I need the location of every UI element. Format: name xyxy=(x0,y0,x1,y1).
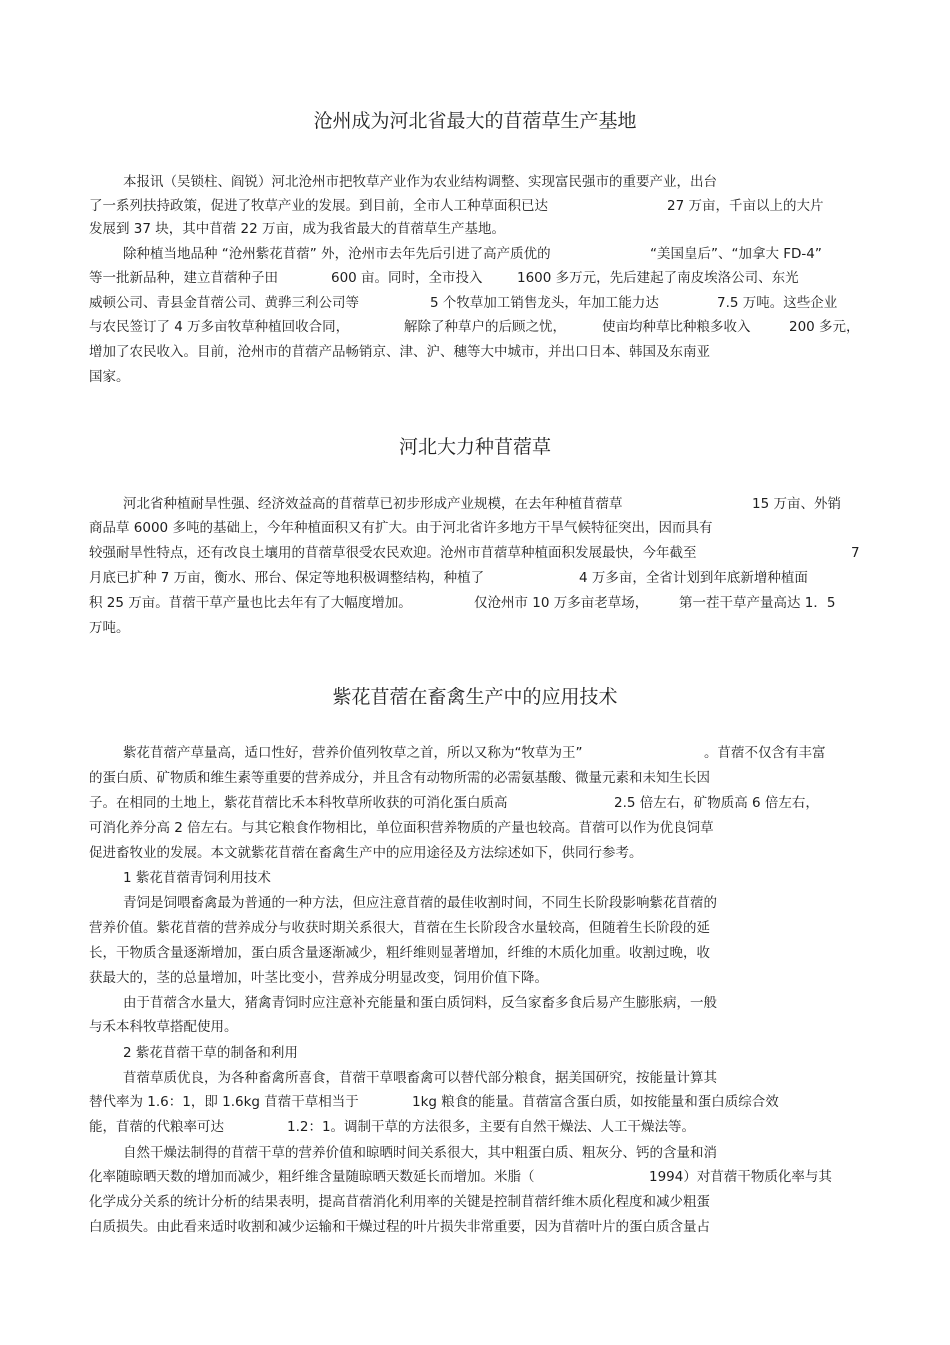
paragraph-line xyxy=(0,968,950,992)
text-segment: 子。在相同的土地上，紫花苜蓿比禾本科牧草所收获的可消化蛋白质高 xyxy=(89,795,508,811)
text-segment: 的蛋白质、矿物质和维生素等重要的营养成分，并且含有动物所需的必需氨基酸、微量元素和未知生长因 xyxy=(89,770,710,786)
paragraph-line xyxy=(0,268,950,292)
text-segment: 白质损失。由此看来适时收割和减少运输和干燥过程的叶片损失非常重要，因为苜蓿叶片的蛋白质含量占 xyxy=(89,1219,710,1235)
text-segment: 使亩均种草比种粮多收入 xyxy=(602,319,751,335)
article-title-3: 紫花苜蓿在畜禽生产中的应用技术 xyxy=(332,686,618,708)
text-segment: 长，干物质含量逐渐增加，蛋白质含量逐渐减少，粗纤维则显著增加，纤维的木质化加重。收割过晚，收 xyxy=(89,945,710,961)
text-segment: 月底已扩种 7 万亩，衡水、邢台、保定等地积极调整结构，种植了 xyxy=(89,570,485,586)
text-segment: 2 紫花苜蓿干草的制备和利用 xyxy=(123,1045,298,1061)
text-segment: 1 紫花苜蓿青饲利用技术 xyxy=(123,870,271,886)
text-segment: 能，苜蓿的代粮率可达 xyxy=(89,1119,224,1135)
paragraph-line xyxy=(0,367,950,391)
text-segment: 河北省种植耐旱性强、经济效益高的苜蓿草已初步形成产业规模，在去年种植苜蓿草 xyxy=(123,496,623,512)
paragraph-line xyxy=(0,317,950,341)
text-segment: 第一茬干草产量高达 1．5 xyxy=(679,595,836,611)
paragraph-line xyxy=(0,593,950,617)
text-segment: 7.5 万吨。这些企业 xyxy=(717,295,838,311)
text-segment: 600 亩。同时，全市投入 xyxy=(331,270,483,286)
text-segment: 仅沧州市 10 万多亩老草场， xyxy=(474,595,649,611)
text-segment: 解除了种草户的后顾之忧， xyxy=(404,319,566,335)
paragraph-line xyxy=(0,1192,950,1216)
text-segment: “美国皇后”、“加拿大 FD-4” xyxy=(650,246,822,262)
text-segment: 1.2：1。调制干草的方法很多，主要有自然干燥法、人工干燥法等。 xyxy=(287,1119,696,1135)
text-segment: 与禾本科牧草搭配使用。 xyxy=(89,1019,238,1035)
text-segment: 苜蓿草质优良，为各种畜禽所喜食，苜蓿干草喂畜禽可以替代部分粮食，据美国研究，按能量计算其 xyxy=(123,1070,717,1086)
text-segment: 本报讯（吴锁柱、阎锐）河北沧州市把牧草产业作为农业结构调整、实现富民强市的重要产业，出台 xyxy=(123,174,717,190)
text-segment: 化学成分关系的统计分析的结果表明，提高苜蓿消化利用率的关键是控制苜蓿纤维木质化程度和减少粗蛋 xyxy=(89,1194,710,1210)
text-segment: 15 万亩、外销 xyxy=(752,496,841,512)
paragraph-line xyxy=(0,293,950,317)
article-title-1: 沧州成为河北省最大的苜蓿草生产基地 xyxy=(313,110,637,132)
text-segment: 紫花苜蓿产草量高，适口性好，营养价值列牧草之首，所以又称为“牧草为王” xyxy=(123,745,583,761)
paragraph-line xyxy=(0,494,950,518)
text-segment: 27 万亩，千亩以上的大片 xyxy=(667,198,824,214)
text-segment: 1600 多万元，先后建起了南皮埃洛公司、东光 xyxy=(517,270,799,286)
paragraph-line xyxy=(0,893,950,917)
paragraph-line xyxy=(0,518,950,542)
text-segment: 可消化养分高 2 倍左右。与其它粮食作物相比，单位面积营养物质的产量也较高。苜蓿可以作为优良饲草 xyxy=(89,820,714,836)
paragraph-line xyxy=(0,1117,950,1141)
text-segment: 威顿公司、青县金苜蓿公司、黄骅三利公司等 xyxy=(89,295,359,311)
text-segment: 2.5 倍左右，矿物质高 6 倍左右， xyxy=(614,795,819,811)
paragraph-line xyxy=(0,219,950,243)
text-segment: 等一批新品种，建立苜蓿种子田 xyxy=(89,270,278,286)
text-segment: 7 xyxy=(851,545,860,561)
text-segment: 。苜蓿不仅含有丰富 xyxy=(704,745,826,761)
text-segment: 万吨。 xyxy=(89,620,130,636)
paragraph-line xyxy=(0,1143,950,1167)
text-segment: 1994）对苜蓿干物质化率与其 xyxy=(649,1169,832,1185)
text-segment: 5 个牧草加工销售龙头，年加工能力达 xyxy=(430,295,659,311)
text-segment: 积 25 万亩。苜蓿干草产量也比去年有了大幅度增加。 xyxy=(89,595,412,611)
text-segment: 除种植当地品种 “沧州紫花苜蓿” 外，沧州市去年先后引进了高产质优的 xyxy=(123,246,551,262)
paragraph-line xyxy=(0,743,950,767)
text-segment: 营养价值。紫花苜蓿的营养成分与收获时期关系很大，苜蓿在生长阶段含水量较高，但随着生长阶段的延 xyxy=(89,920,710,936)
text-segment: 替代率为 1.6：1，即 1.6kg 苜蓿干草相当于 xyxy=(89,1094,359,1110)
paragraph-line xyxy=(0,843,950,867)
paragraph-line xyxy=(0,943,950,967)
paragraph-line xyxy=(0,818,950,842)
text-segment: 增加了农民收入。目前，沧州市的苜蓿产品畅销京、津、沪、穗等大中城市，并出口日本、韩国及东南亚 xyxy=(89,344,710,360)
paragraph-line xyxy=(0,543,950,567)
text-segment: 1kg 粮食的能量。苜蓿富含蛋白质，如按能量和蛋白质综合效 xyxy=(412,1094,779,1110)
text-segment: 由于苜蓿含水量大，猪禽青饲时应注意补充能量和蛋白质饲料，反刍家畜多食后易产生膨胀病，一般 xyxy=(123,995,717,1011)
paragraph-line xyxy=(0,993,950,1017)
text-segment: 了一系列扶持政策，促进了牧草产业的发展。到目前，全市人工种草面积已达 xyxy=(89,198,548,214)
text-segment: 获最大的，茎的总量增加，叶茎比变小，营养成分明显改变，饲用价值下降。 xyxy=(89,970,548,986)
paragraph-line xyxy=(0,768,950,792)
article-title-2: 河北大力种苜蓿草 xyxy=(398,436,551,458)
paragraph-line xyxy=(0,1217,950,1241)
paragraph-line xyxy=(0,342,950,366)
paragraph-line xyxy=(0,793,950,817)
text-segment: 促进畜牧业的发展。本文就紫花苜蓿在畜禽生产中的应用途径及方法综述如下，供同行参考。 xyxy=(89,845,643,861)
paragraph-line xyxy=(0,1068,950,1092)
paragraph-line xyxy=(0,918,950,942)
paragraph-line xyxy=(0,618,950,642)
text-segment: 与农民签订了 4 万多亩牧草种植回收合同， xyxy=(89,319,350,335)
paragraph-line xyxy=(0,172,950,196)
paragraph-line xyxy=(0,196,950,220)
text-segment: 青饲是饲喂畜禽最为普通的一种方法，但应注意苜蓿的最佳收割时间，不同生长阶段影响紫花苜蓿的 xyxy=(123,895,717,911)
text-segment: 4 万多亩，全省计划到年底新增种植面 xyxy=(579,570,808,586)
paragraph-line xyxy=(0,1167,950,1191)
paragraph-line xyxy=(0,1092,950,1116)
text-segment: 发展到 37 块，其中苜蓿 22 万亩，成为我省最大的苜蓿草生产基地。 xyxy=(89,221,506,237)
text-segment: 200 多元， xyxy=(789,319,860,335)
section-heading-2 xyxy=(0,1043,950,1067)
text-segment: 较强耐旱性特点，还有改良土壤用的苜蓿草很受农民欢迎。沧州市苜蓿草种植面积发展最快，今年截至 xyxy=(89,545,697,561)
text-segment: 自然干燥法制得的苜蓿干草的营养价值和晾晒时间关系很大，其中粗蛋白质、粗灰分、钙的含量和消 xyxy=(123,1145,717,1161)
paragraph-line xyxy=(0,244,950,268)
text-segment: 商品草 6000 多吨的基础上，今年种植面积又有扩大。由于河北省许多地方干旱气候特征突出，因而具有 xyxy=(89,520,713,536)
text-segment: 化率随晾晒天数的增加而减少，粗纤维含量随晾晒天数延长而增加。米脂（ xyxy=(89,1169,535,1185)
paragraph-line xyxy=(0,1017,950,1041)
section-heading-1 xyxy=(0,868,950,892)
text-segment: 国家。 xyxy=(89,369,130,385)
paragraph-line xyxy=(0,568,950,592)
